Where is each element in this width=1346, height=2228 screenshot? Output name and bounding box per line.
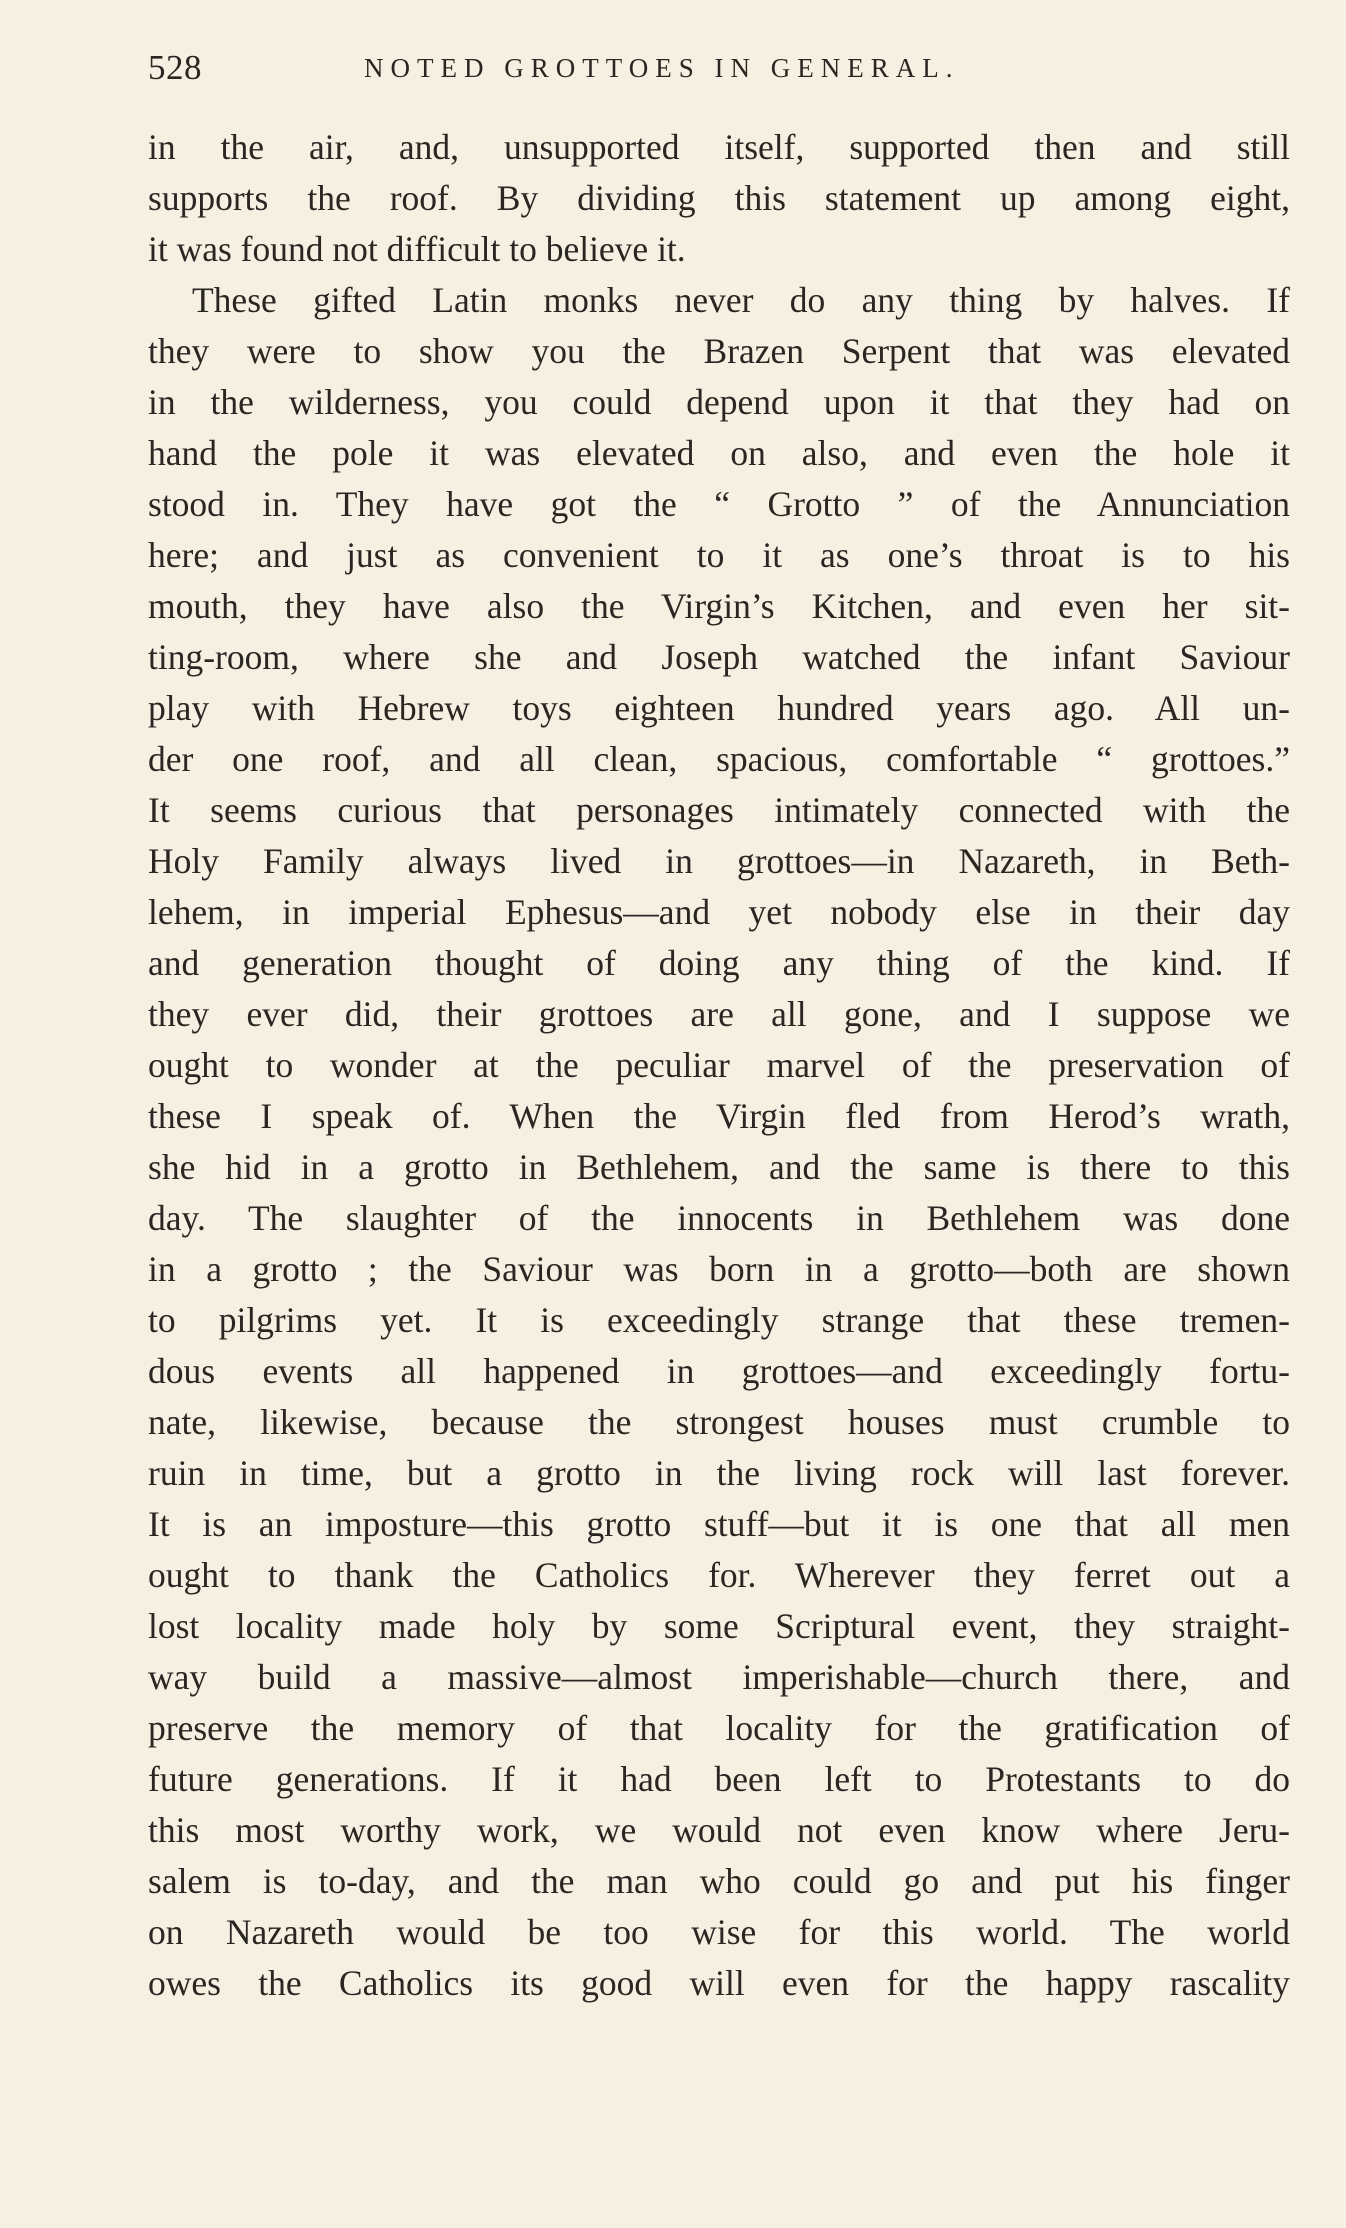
text-line: future generations. If it had been left to Protestants to do	[148, 1759, 1290, 1799]
text-line: these I speak of. When the Virgin fled from Herod’s wrath,	[148, 1096, 1290, 1136]
text-line: it was found not difficult to believe it.	[148, 229, 686, 269]
text-line: lost locality made holy by some Scriptural event, they straight-	[148, 1606, 1290, 1646]
text-line: they ever did, their grottoes are all gone, and I suppose we	[148, 994, 1290, 1034]
body-text	[148, 122, 1290, 2009]
text-line: play with Hebrew toys eighteen hundred years ago. All un-	[148, 688, 1290, 728]
text-line: to pilgrims yet. It is exceedingly strange that these tremen-	[148, 1300, 1290, 1340]
text-line: stood in. They have got the “ Grotto ” of the Annunciation	[148, 484, 1290, 524]
text-line: nate, likewise, because the strongest houses must crumble to	[148, 1402, 1290, 1442]
text-line: salem is to-day, and the man who could go and put his finger	[148, 1861, 1290, 1901]
text-line: supports the roof. By dividing this statement up among eight,	[148, 178, 1290, 218]
text-line: owes the Catholics its good will even for the happy rascality	[148, 1963, 1290, 2003]
text-line: way build a massive—almost imperishable—church there, and	[148, 1657, 1290, 1697]
text-line: and generation thought of doing any thing of the kind. If	[148, 943, 1290, 983]
text-line: ought to wonder at the peculiar marvel of the preservation of	[148, 1045, 1290, 1085]
text-line: in the air, and, unsupported itself, supported then and still	[148, 127, 1290, 167]
text-line: lehem, in imperial Ephesus—and yet nobody else in their day	[148, 892, 1290, 932]
text-line: in a grotto ; the Saviour was born in a grotto—both are shown	[148, 1249, 1290, 1289]
text-line: this most worthy work, we would not even know where Jeru-	[148, 1810, 1290, 1850]
text-line: day. The slaughter of the innocents in Bethlehem was done	[148, 1198, 1290, 1238]
text-line: dous events all happened in grottoes—and exceedingly fortu-	[148, 1351, 1290, 1391]
text-line: ruin in time, but a grotto in the living rock will last forever.	[148, 1453, 1290, 1493]
text-line: they were to show you the Brazen Serpent that was elevated	[148, 331, 1290, 371]
page-number: 528	[148, 48, 202, 87]
text-line: hand the pole it was elevated on also, and even the hole it	[148, 433, 1290, 473]
text-line: der one roof, and all clean, spacious, comfortable “ grottoes.”	[148, 739, 1290, 779]
text-line: mouth, they have also the Virgin’s Kitchen, and even her sit-	[148, 586, 1290, 626]
text-line: preserve the memory of that locality for the gratification of	[148, 1708, 1290, 1748]
text-line: here; and just as convenient to it as one’s throat is to his	[148, 535, 1290, 575]
text-line: Holy Family always lived in grottoes—in Nazareth, in Beth-	[148, 841, 1290, 881]
page-header	[148, 44, 1290, 92]
text-line: It is an imposture—this grotto stuff—but it is one that all men	[148, 1504, 1290, 1544]
text-line: she hid in a grotto in Bethlehem, and the same is there to this	[148, 1147, 1290, 1187]
text-line: It seems curious that personages intimately connected with the	[148, 790, 1290, 830]
running-head: NOTED GROTTOES IN GENERAL.	[364, 53, 960, 83]
text-line: ting-room, where she and Joseph watched the infant Saviour	[148, 637, 1290, 677]
text-line: ought to thank the Catholics for. Wherever they ferret out a	[148, 1555, 1290, 1595]
text-line: on Nazareth would be too wise for this world. The world	[148, 1912, 1290, 1952]
paragraph-first-line: These gifted Latin monks never do any thing by halves. If	[192, 280, 1290, 320]
text-line: in the wilderness, you could depend upon it that they had on	[148, 382, 1290, 422]
